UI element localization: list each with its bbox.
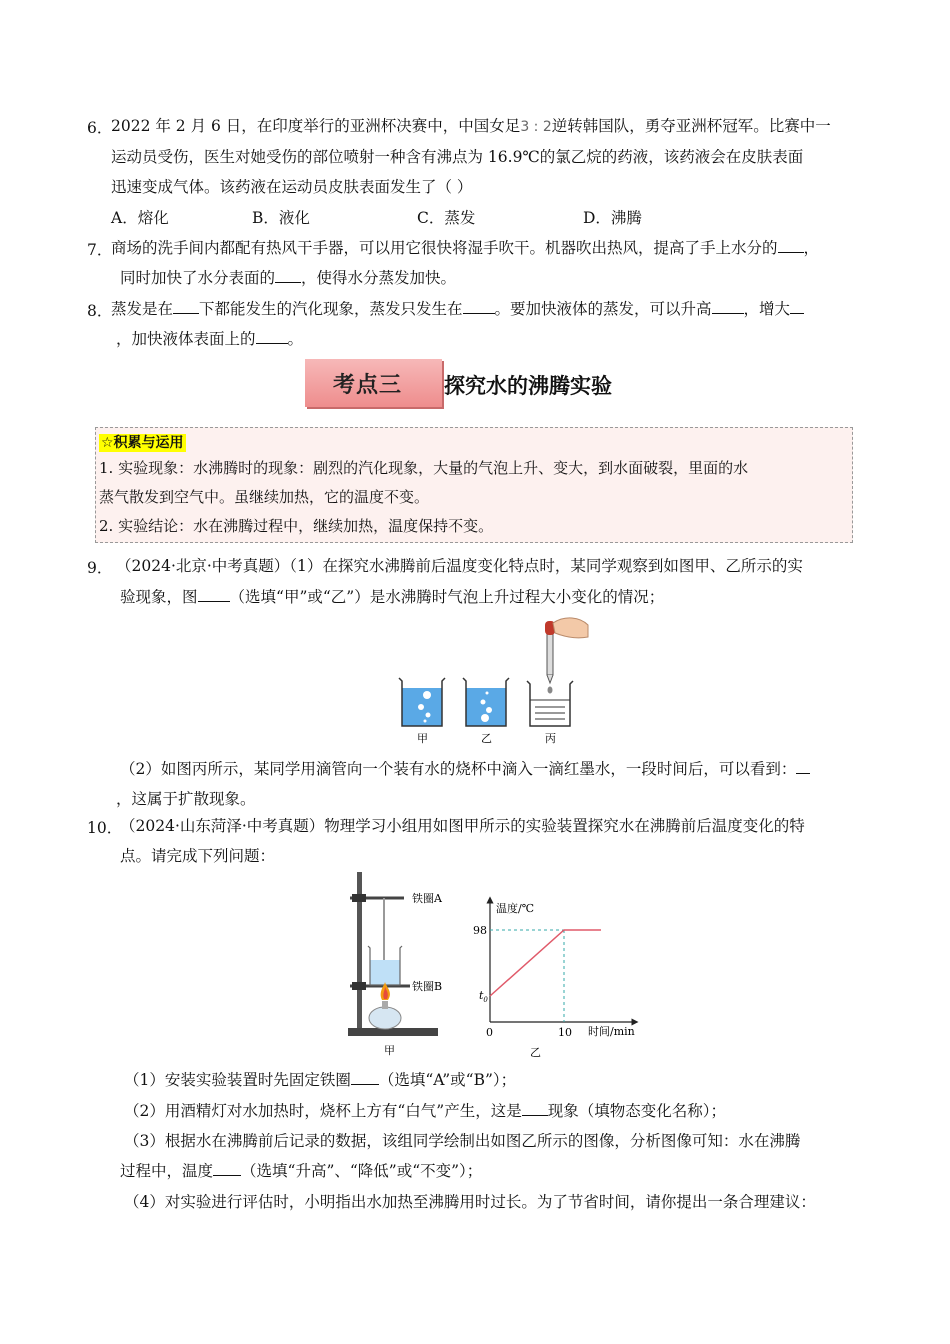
q10-sub4: （4）对实验进行评估时，小明指出水加热至沸腾用时过长。为了节省时间，请你提出一条合理建议： xyxy=(124,1193,816,1211)
q10-text-2: 点。请完成下列问题： xyxy=(120,847,276,865)
question-number: 9． xyxy=(87,559,113,577)
answer-blank[interactable] xyxy=(778,238,804,253)
option-a[interactable]: A．熔化 xyxy=(111,209,169,227)
answer-blank[interactable] xyxy=(256,329,288,344)
question-number: 6． xyxy=(87,119,113,137)
y-axis-label: 温度/℃ xyxy=(496,902,535,915)
ring-a-label: 铁圈A xyxy=(412,892,442,905)
option-c[interactable]: C．蒸发 xyxy=(417,209,476,227)
figure-caption: 乙 xyxy=(530,1046,541,1059)
q6-text: 2022 年 2 月 6 日，在印度举行的亚洲杯决赛中，中国女足 xyxy=(111,117,521,135)
score-ratio: 3 : 2 xyxy=(520,119,552,135)
q6-text-3: 迅速变成气体。该药液在运动员皮肤表面发生了（ ） xyxy=(111,178,473,196)
q9-text: （2024·北京·中考真题）（1）在探究水沸腾前后温度变化特点时，某同学观察到如图甲、乙所示的实 xyxy=(116,557,803,575)
beaker-yi xyxy=(463,678,509,726)
q9-text-end: ，这属于扩散现象。 xyxy=(116,790,256,808)
section-label: 考点三 xyxy=(333,373,403,398)
y-tick-98: 98 xyxy=(473,924,487,937)
knowledge-line: 2. 实验结论：水在沸腾过程中，继续加热，温度保持不变。 xyxy=(99,517,494,535)
ring-b-label: 铁圈B xyxy=(412,980,443,993)
answer-blank[interactable] xyxy=(796,759,810,774)
option-b[interactable]: B．液化 xyxy=(252,209,310,227)
question-number: 10． xyxy=(87,819,123,837)
figure-caption: 甲 xyxy=(384,1044,395,1057)
option-d[interactable]: D．沸腾 xyxy=(583,209,642,227)
section-title: 探究水的沸腾实验 xyxy=(444,374,612,398)
question-number: 8． xyxy=(87,302,113,320)
knowledge-line: 1. 实验现象：水沸腾时的现象：剧烈的汽化现象，大量的气泡上升、变大，到水面破裂，里面的水 xyxy=(99,459,749,477)
x-axis-label: 时间/min xyxy=(588,1025,635,1038)
apparatus-figure xyxy=(340,868,460,1058)
answer-blank[interactable] xyxy=(463,299,495,314)
temperature-graph xyxy=(470,896,650,1061)
knowledge-line: 蒸气散发到空气中。虽继续加热，它的温度不变。 xyxy=(99,488,430,506)
section-banner xyxy=(305,359,442,407)
answer-blank[interactable] xyxy=(198,587,230,602)
q10-text: （2024·山东菏泽·中考真题）物理学习小组用如图甲所示的实验装置探究水在沸腾前后温度变化的特 xyxy=(120,817,805,835)
answer-blank[interactable] xyxy=(173,299,199,314)
y-tick-t0: $t_0$ xyxy=(479,989,488,1004)
answer-blank[interactable] xyxy=(790,299,804,314)
answer-blank[interactable] xyxy=(275,268,301,283)
beaker-bing xyxy=(527,618,588,726)
q10-sub3: （3）根据水在沸腾前后记录的数据，该组同学绘制出如图乙所示的图像，分析图像可知：水在沸腾 xyxy=(124,1132,801,1150)
answer-blank[interactable] xyxy=(712,299,744,314)
q6-text-2: 运动员受伤，医生对她受伤的部位喷射一种含有沸点为 16.9℃的氯乙烷的药液，该药液会在皮肤表面 xyxy=(111,148,804,166)
knowledge-box xyxy=(95,427,853,543)
beaker-jia xyxy=(399,678,445,726)
question-number: 7． xyxy=(87,241,113,259)
beaker-figure xyxy=(395,615,595,750)
x-tick-10: 10 xyxy=(558,1026,572,1039)
knowledge-tag: ☆积累与运用 xyxy=(101,435,184,451)
figure-caption: 甲 xyxy=(417,732,428,745)
x-tick-0: 0 xyxy=(486,1026,493,1039)
figure-caption: 乙 xyxy=(481,732,492,745)
answer-blank[interactable] xyxy=(351,1070,379,1085)
answer-blank[interactable] xyxy=(522,1101,548,1116)
temperature-series-line xyxy=(490,930,601,996)
figure-caption: 丙 xyxy=(545,732,556,745)
answer-blank[interactable] xyxy=(213,1161,241,1176)
